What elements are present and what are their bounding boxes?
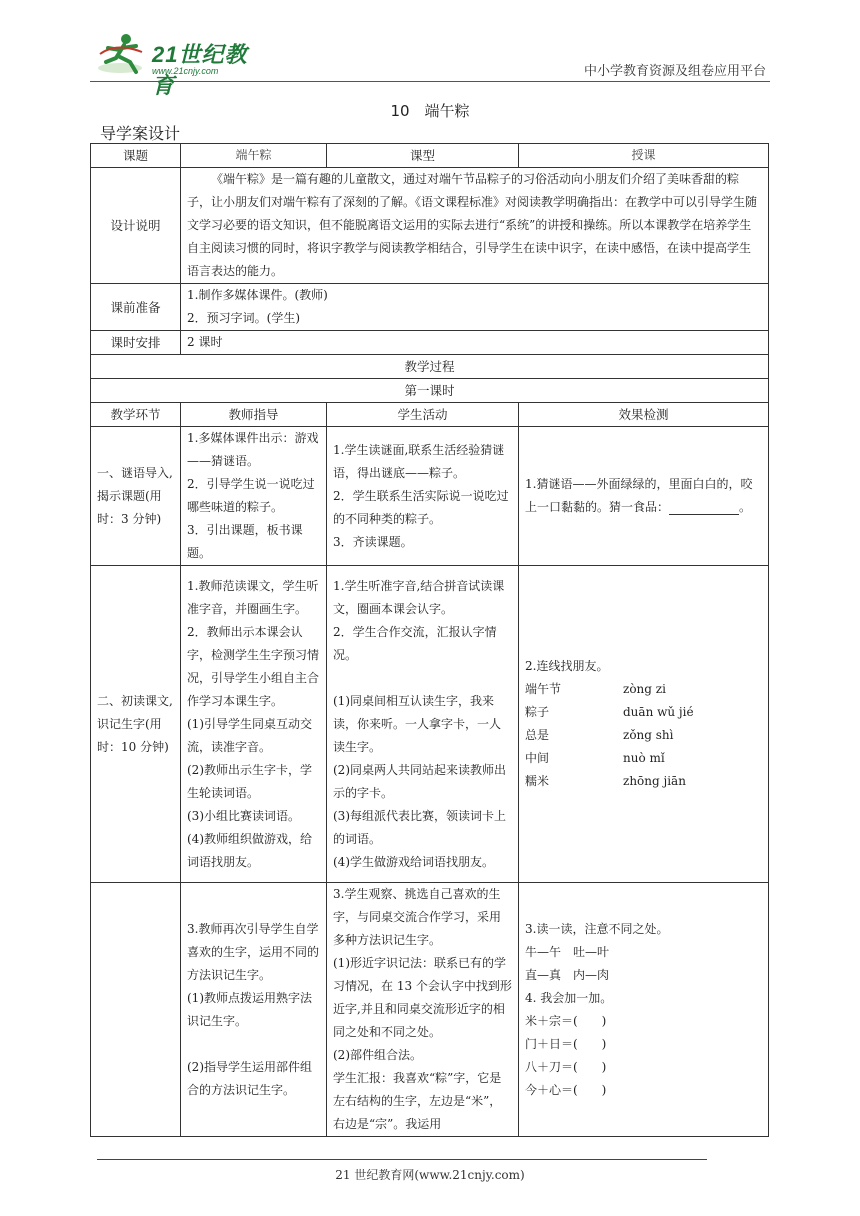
check-line: 4. 我会加一加。 [525,990,613,1005]
student-line: 1.学生听准字音,结合拼音试读课文，圈画本课会认字。 [333,578,505,616]
check-cell [519,883,769,1137]
match-word: 端午节 [525,682,562,696]
student-line: 3．齐读课题。 [333,534,413,549]
prep-row [91,284,769,331]
teacher-line: 2．引导学生说一说吃过哪些味道的粽子。 [187,477,315,514]
answer-blank [669,500,739,515]
match-pinyin: zhōng jiān [623,774,686,788]
page-header [90,30,770,98]
student-line: 1.学生读谜面,联系生活经验猜谜语，得出谜底——粽子。 [333,442,505,480]
student-cell [327,566,519,883]
spacer [333,667,512,690]
teacher-line: (3)小组比赛读词语。 [187,808,300,823]
spacer [187,1033,320,1056]
column-header: 教学环节 [91,403,181,427]
prep-cell [181,284,769,331]
teacher-line: 1.教师范读课文，学生听准字音，并圈画生字。 [187,578,319,616]
student-line: 2．学生联系生活实际说一说吃过的不同种类的粽子。 [333,488,509,526]
design-label: 设计说明 [91,168,181,284]
schedule-row [91,331,769,355]
teacher-line: 3．引出课题，板书课题。 [187,523,303,560]
teacher-line: (1)引导学生同桌互动交流，读准字音。 [187,716,312,754]
student-line: (1)同桌间相互认读生字，我来读，你来听。一人拿字卡，一人读生字。 [333,693,502,754]
platform-name: 中小学教育资源及组卷应用平台 [583,64,766,79]
student-line: (2)部件组合法。 [333,1048,422,1062]
match-pair [525,770,762,793]
check-line: 米＋宗＝( ) [525,1013,607,1028]
section-title: 导学案设计 [100,124,181,143]
footer: 21 世纪教育网(www.21cnjy.com) [335,1168,525,1182]
lesson-title-row [91,379,769,403]
student-line: (1)形近字识记法：联系已有的学习情况，在 13 个会认字中找到形近字,并且和同桌交流形近字的相同之处和不同之处。 [333,956,512,1039]
topic-row [91,144,769,168]
column-header: 效果检测 [519,403,769,427]
student-cell [327,883,519,1137]
prep-label: 课前准备 [91,284,181,331]
teacher-line: (1)教师点拨运用熟字法识记生字。 [187,990,312,1028]
check-line: 牛—午 吐—叶 [525,944,610,959]
match-pinyin: nuò mǐ [623,751,665,765]
teacher-line: (2)指导学生运用部件组合的方法识记生字。 [187,1059,312,1097]
student-line: 3.学生观察、挑选自己喜欢的生字，与同桌交流合作学习，采用多种方法识记生字。 [333,887,502,947]
footer-divider [97,1159,707,1160]
student-line: (3)每组派代表比赛，领读词卡上的词语。 [333,808,506,846]
process-title-row [91,355,769,379]
document-title: 10 端午粽 [390,102,470,120]
check-line: 今＋心＝( ) [525,1082,607,1097]
student-line: 2．学生合作交流，汇报认字情况。 [333,624,497,662]
runner-logo-icon [96,32,150,78]
match-pair [525,747,762,770]
logo-url: www.21cnjy.com [152,66,219,76]
table-row [91,883,769,1137]
stage-cell [91,566,181,883]
header-divider [90,81,770,82]
stage-cell [91,427,181,566]
check-line: 八＋刀＝( ) [525,1059,607,1074]
match-pair [525,701,762,724]
table-row [91,427,769,566]
match-pinyin: duān wǔ jié [623,705,694,719]
student-line: (4)学生做游戏给词语找朋友。 [333,854,494,869]
match-word: 糯米 [525,774,550,788]
teacher-cell [181,883,327,1137]
design-row [91,168,769,284]
column-header: 教师指导 [181,403,327,427]
design-text: 《端午粽》是一篇有趣的儿童散文，通过对端午节品粽子的习俗活动向小朋友们介绍了美味香甜的粽子，让小朋友们对端午粽有了深刻的了解。《语文课程标准》对阅读教学明确指出：在教学中可以引导学生随文学习必要的语文知识，但不能脱离语文运用的实际去进行“系统”的讲授和操练。所以本课教学在培养学生自主阅读习惯的同时，将识字教学与阅读教学相结合，引导学生在读中识字，在读中感悟，在读中提高学生语言表达的能力。 [187,172,758,278]
match-pinyin: zǒng shì [623,728,674,742]
lesson-title: 第一课时 [91,379,769,403]
design-text-cell [181,168,769,284]
logo [96,32,266,98]
type-value: 授课 [519,144,769,168]
teacher-line: 3.教师再次引导学生自学喜欢的生字，运用不同的方法识记生字。 [187,921,320,982]
topic-value: 端午粽 [181,144,327,168]
match-pair [525,678,762,701]
logo-text: 21世纪教育 [152,42,248,98]
check-line: 3.读一读，注意不同之处。 [525,921,669,936]
match-title: 2.连线找朋友。 [525,659,609,673]
student-line: 学生汇报：我喜欢“粽”字，它是左右结构的生字，左边是“米”，右边是“宗”。我运用 [333,1071,502,1131]
student-line: (2)同桌两人共同站起来读教师出示的字卡。 [333,762,506,800]
check-cell [519,566,769,883]
schedule-label: 课时安排 [91,331,181,355]
stage-cell [91,883,181,1137]
match-pinyin: zòng zi [623,682,666,696]
process-title: 教学过程 [91,355,769,379]
riddle-question: 1.猜谜语——外面绿绿的，里面白白的，咬上一口黏黏的。猜一食品： [525,477,753,514]
prep-line: 2．预习字词。(学生) [187,311,300,325]
match-pair [525,724,762,747]
check-line: 门＋日＝( ) [525,1036,607,1051]
student-cell [327,427,519,566]
type-label: 课型 [327,144,519,168]
match-word: 中间 [525,751,550,765]
match-word: 总是 [525,728,550,742]
column-header: 学生活动 [327,403,519,427]
teacher-line: (4)教师组织做游戏，给词语找朋友。 [187,831,312,869]
teacher-cell [181,566,327,883]
topic-label: 课题 [91,144,181,168]
schedule-value: 2 课时 [181,331,769,355]
check-cell: 1.猜谜语——外面绿绿的，里面白白的，咬上一口黏黏的。猜一食品： 。 [519,427,769,566]
match-word: 粽子 [525,705,550,719]
teacher-cell [181,427,327,566]
stage-text: 一、谜语导入,揭示课题(用时：3 分钟) [97,465,173,526]
table-row [91,566,769,883]
lesson-plan-table [90,143,769,1137]
teacher-line: 2．教师出示本课会认字，检测学生生字预习情况，引导学生小组自主合作学习本课生字。 [187,624,320,708]
teacher-line: (2)教师出示生字卡，学生轮读词语。 [187,762,312,800]
stage-text: 二、初读课文,识记生字(用时：10 分钟) [97,693,173,754]
check-line: 直—真 内—肉 [525,967,610,982]
column-header-row [91,403,769,427]
prep-line: 1.制作多媒体课件。(教师) [187,288,328,302]
teacher-line: 1.多媒体课件出示：游戏——猜谜语。 [187,431,319,468]
